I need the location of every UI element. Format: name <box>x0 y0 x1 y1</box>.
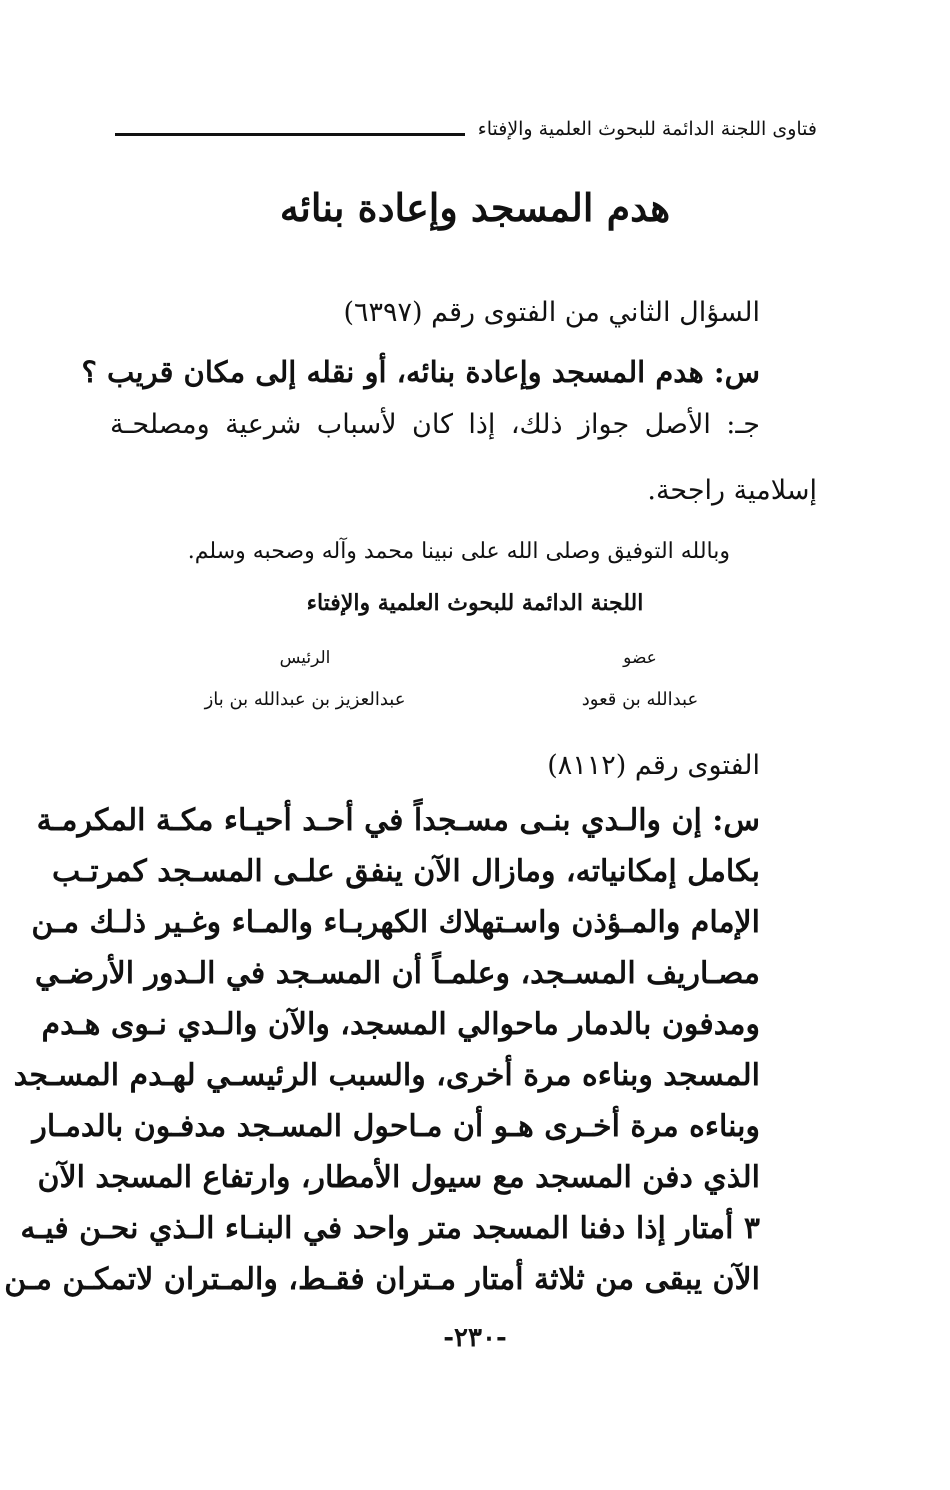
closing-text: وبالله التوفيق وصلى الله على نبينا محمد وآله وصحبه وسلم. <box>187 539 730 564</box>
question-text: س: هدم المسجد وإعادة بنائه، أو نقله إلى مكان قريب ؟ <box>81 355 760 389</box>
running-header: فتاوى اللجنة الدائمة للبحوث العلمية والإفتاء <box>477 118 817 140</box>
question-line: الآن يبقى من ثلاثة أمتار مـتران فقـط، والمـتران لاتمكـن مـن <box>4 1262 760 1297</box>
question-line: ٣ أمتار إذا دفنا المسجد متر واحد في البنـاء الـذي نحـن فيـه <box>20 1211 760 1246</box>
question-line: بكامل إمكانياته، ومازال الآن ينفق علـى المسـجد كمرتـب <box>51 854 760 889</box>
member-name: عبدالله بن قعود <box>581 689 699 710</box>
question-line: س: إن والـدي بنـى مسـجداً في أحـد أحيـاء مكـة المكرمـة <box>36 803 760 838</box>
fatwa-label: الفتوى رقم (٨١١٢) <box>547 750 760 781</box>
question-line: وبناءه مرة أخـرى هـو أن مـاحول المسـجد مدفـون بالدمـار <box>32 1109 760 1144</box>
president-role: الرئيس <box>279 648 331 668</box>
question-line: الإمام والمـؤذن واسـتهلاك الكهربـاء والمـاء وغـير ذلـك مـن <box>31 905 760 940</box>
answer-line: إسلامية راجحة. <box>647 475 817 506</box>
question-line: مصـاريف المسـجد، وعلمـاً أن المسـجد في الـدور الأرضـي <box>34 956 760 991</box>
president-name: عبدالعزيز بن عبدالله بن باز <box>204 689 406 710</box>
fatwa-label: السؤال الثاني من الفتوى رقم (٦٣٩٧) <box>343 297 760 328</box>
member-role: عضو <box>623 648 657 668</box>
question-line: المسجد وبناءه مرة أخرى، والسبب الرئيسـي لهـدم المسـجد <box>13 1058 760 1093</box>
question-line: ومدفون بالدمار ماحوالي المسجد، والآن والـدي نـوى هـدم <box>41 1007 760 1042</box>
question-line: الذي دفن المسجد مع سيول الأمطار، وارتفاع المسجد الآن <box>37 1160 760 1195</box>
answer-line: جـ: الأصل جواز ذلك، إذا كان لأسباب شرعية ومصلحـة <box>110 409 760 440</box>
header-rule <box>115 133 465 136</box>
page-title: هدم المسجد وإعادة بنائه <box>279 185 671 230</box>
page-number: -٢٣٠- <box>443 1323 507 1353</box>
committee-name: اللجنة الدائمة للبحوث العلمية والإفتاء <box>306 590 644 616</box>
